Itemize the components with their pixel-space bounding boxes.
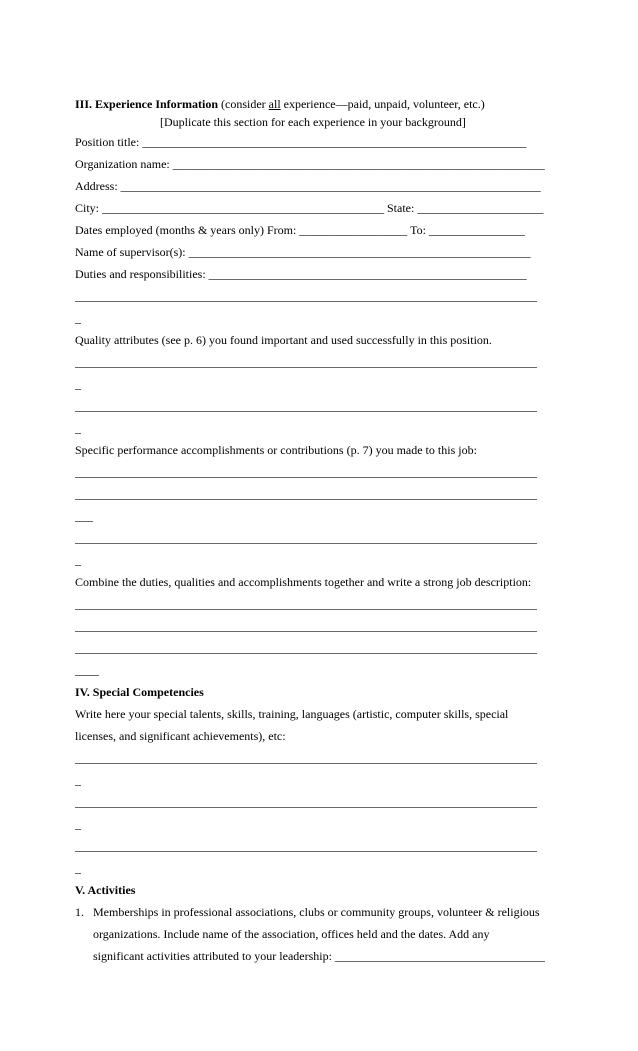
activities-item-1-line-3[interactable]: significant activities attributed to your leadership: ___________________________________: [93, 949, 545, 963]
blank-line-tail: _: [75, 861, 81, 875]
blank-line[interactable]: _____________________________________________________________________________: [75, 795, 537, 809]
supervisor-field[interactable]: Name of supervisor(s): _________________________________________________________: [75, 245, 531, 259]
section-3-heading: III. Experience Information: [75, 97, 218, 111]
blank-line[interactable]: _____________________________________________________________________________: [75, 751, 537, 765]
duties-field[interactable]: Duties and responsibilities: _____________________________________________________: [75, 267, 527, 281]
consider-note-all: all: [268, 97, 281, 111]
section-4-heading-text: IV. Special Competencies: [75, 685, 204, 699]
consider-note-pre: (consider: [218, 97, 269, 111]
address-field[interactable]: Address: ______________________________________________________________________: [75, 179, 541, 193]
blank-line-tail: _: [75, 377, 81, 391]
worksheet-content: [75, 95, 565, 967]
blank-line[interactable]: _____________________________________________________________________________: [75, 487, 537, 501]
accomplishments-prompt: Specific performance accomplishments or contributions (p. 7) you made to this job:: [75, 443, 477, 457]
blank-line[interactable]: _____________________________________________________________________________: [75, 289, 537, 303]
item-number: 1.: [75, 905, 84, 919]
blank-line[interactable]: _____________________________________________________________________________: [75, 531, 537, 545]
competencies-prompt-line-2: licenses, and significant achievements), etc:: [75, 729, 286, 743]
blank-line[interactable]: _____________________________________________________________________________: [75, 597, 537, 611]
blank-line[interactable]: _____________________________________________________________________________: [75, 839, 537, 853]
blank-line[interactable]: _____________________________________________________________________________: [75, 619, 537, 633]
activities-item-1-line-2: organizations. Include name of the association, offices held and the dates. Add any: [93, 927, 490, 941]
blank-line[interactable]: _____________________________________________________________________________: [75, 641, 537, 655]
duplicate-note: [Duplicate this section for each experience in your background]: [160, 115, 466, 129]
item-text: Memberships in professional associations, clubs or community groups, volunteer & religious: [93, 905, 540, 919]
dates-employed-field[interactable]: Dates employed (months & years only) From: __________________ To: ________________: [75, 223, 525, 237]
section-5-heading-text: V. Activities: [75, 883, 136, 897]
city-state-field[interactable]: City: _______________________________________________ State: _____________________: [75, 201, 544, 215]
position-title-field[interactable]: Position title: ________________________________________________________________: [75, 135, 527, 149]
blank-line-tail: _: [75, 817, 81, 831]
job-description-prompt: Combine the duties, qualities and accomplishments together and write a strong job description:: [75, 575, 532, 589]
experience-heading-line: [75, 95, 565, 113]
section-5-heading: [75, 879, 565, 901]
blank-line[interactable]: _____________________________________________________________________________: [75, 399, 537, 413]
blank-line-tail: _: [75, 311, 81, 325]
blank-line-tail: ___: [75, 509, 93, 523]
section-4-heading: [75, 681, 565, 703]
competencies-prompt-line-1: Write here your special talents, skills, training, languages (artistic, computer skills, special: [75, 707, 509, 721]
blank-line-tail: _: [75, 553, 81, 567]
blank-line-tail: ____: [75, 663, 99, 677]
blank-line-tail: _: [75, 421, 81, 435]
activities-item-1-line-1: [75, 901, 565, 923]
quality-attributes-prompt: Quality attributes (see p. 6) you found important and used successfully in this position.: [75, 333, 492, 347]
blank-line[interactable]: _____________________________________________________________________________: [75, 355, 537, 369]
blank-line-tail: _: [75, 773, 81, 787]
organization-name-field[interactable]: Organization name: ______________________________________________________________: [75, 157, 545, 171]
blank-line[interactable]: _____________________________________________________________________________: [75, 465, 537, 479]
consider-note-post: experience—paid, unpaid, volunteer, etc.): [280, 97, 485, 111]
